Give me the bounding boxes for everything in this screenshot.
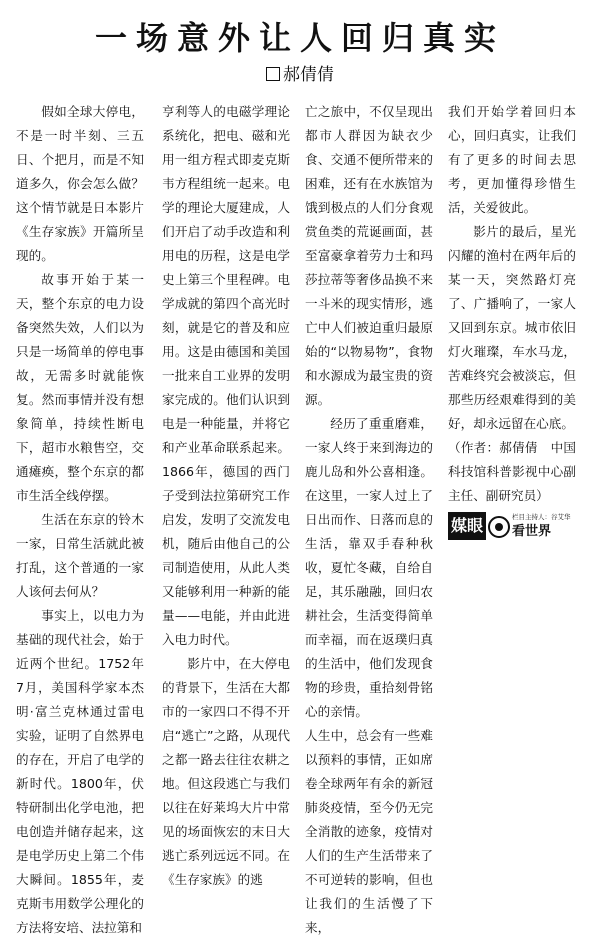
logo-left-text: 媒眼 [448, 512, 486, 540]
article-title: 一场意外让人回归真实 [94, 19, 505, 57]
paragraph: 事实上，以电力为基础的现代社会，始于近两个世纪。1752年7月，美国科学家本杰明·富兰克林通过雷电实验，证明了自然界电的存在，开启了电学的新时代。1800年，伏特研制出化学电池，把电创造并储存起来，这是电学历史上第二个伟大瞬间。1855年，麦克斯韦用数学公理化的方法将安培、法拉第和 [16, 608, 144, 935]
paragraph: 影片的最后，星光闪耀的渔村在两年后的某一天，突然路灯亮了、广播响了，一家人又回到东京。城市依旧灯火璀璨，车水马龙，苦难终究会被淡忘，但那些历经艰难得到的美好，却永远留在心底。 [448, 224, 576, 431]
logo-host-text: 栏目主持人：谷艾华 [512, 513, 571, 521]
paragraph: 人生中，总会有一些难以预料的事情，正如席卷全球两年有余的新冠肺炎疫情，至今仍无完全消散的迹象，疫情对人们的生产生活带来了不可逆转的影响，但也让我们的生活慢了下来， [305, 728, 433, 935]
paragraph: 故事开始于某一天，整个东京的电力设备突然失效，人们以为只是一场简单的停电事故，无需多时就能恢复。然而事情并没有想象简单，持续性断电下，超市水粮售空，交通瘫痪，整个东京的都市生活全线停摆。 [16, 272, 144, 503]
eye-icon [488, 516, 510, 538]
author-name: 郝倩倩 [283, 65, 334, 85]
column-3 [305, 100, 433, 935]
author-note: （作者：郝倩倩 中国科技馆科普影视中心副主任、副研究员） [448, 440, 576, 503]
column-logo [448, 512, 578, 540]
column-1 [16, 100, 144, 935]
column-4 [448, 100, 576, 900]
box-icon [266, 67, 280, 81]
paragraph: 亡之旅中，不仅呈现出都市人群因为缺衣少食、交通不便所带来的困难，还有在水族馆为饿到极点的人们分食观赏鱼类的荒诞画面，甚至富豪拿着劳力士和玛莎拉蒂等奢侈品换不来一斗米的现实情形，逃亡中人们被迫重归最原始的“以物易物”，食物和水源成为最宝贵的资源。 [305, 104, 433, 407]
logo-right-text: 看世界 [512, 524, 552, 539]
paragraph: 经历了重重磨难，一家人终于来到海边的鹿儿岛和外公喜相逢。在这里，一家人过上了日出而作、日落而息的生活，靠双手春种秋收，夏忙冬藏，自给自足，其乐融融，回归农耕社会，生活变得简单而幸福，而在返璞归真的生活中，他们发现食物的珍贵，重拾刻骨铭心的亲情。 [305, 416, 433, 719]
paragraph: 我们开始学着回归本心，回归真实，让我们有了更多的时间去思考，更加懂得珍惜生活，关爱彼此。 [448, 104, 576, 215]
column-2 [162, 100, 290, 900]
paragraph: 影片中，在大停电的背景下，生活在大都市的一家四口不得不开启“逃亡”之路，从现代之都一路去往往农耕之地。但这段逃亡与我们以往在好莱坞大片中常见的场面恢宏的末日大逃亡系列远远不同。在《生存家族》的逃 [162, 656, 290, 887]
byline [0, 63, 600, 87]
paragraph: 生活在东京的铃木一家，日常生活就此被打乱，这个普通的一家人该何去何从？ [16, 512, 144, 599]
paragraph: 假如全球大停电，不是一时半刻、三五日、个把月，而是不知道多久，你会怎么做？这个情节就是日本影片《生存家族》开篇所呈现的。 [16, 104, 144, 263]
paragraph: 亨利等人的电磁学理论系统化，把电、磁和光用一组方程式即麦克斯韦方程组统一起来。电学的理论大厦建成，人们开启了动手改造和利用电的历程，这是电学史上第三个里程碑。电学成就的第四个高光时刻，就是它的普及和应用。这是由德国和美国一批来自工业界的发明家完成的。他们认识到电是一种能量，并将它和产业革命联系起来。1866年，德国的西门子受到法拉第研究工作启发，发明了交流发电机，随后由他自己的公司制造使用，从此人类又能够利用一种新的能量——电能，并由此进入电力时代。 [162, 104, 290, 647]
